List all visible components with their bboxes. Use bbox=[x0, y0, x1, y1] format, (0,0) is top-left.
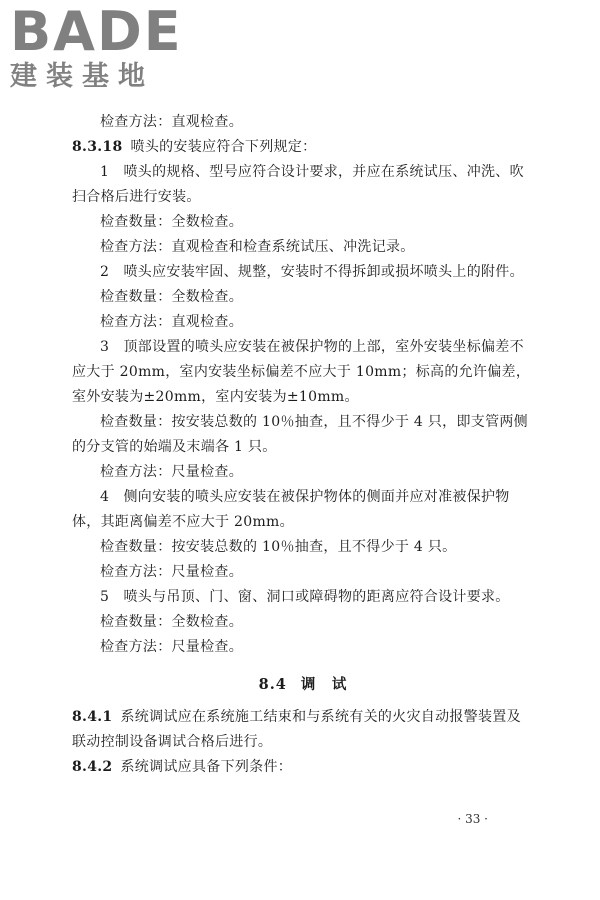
section-number: 8.4 bbox=[258, 676, 287, 693]
item-3: 3 顶部设置的喷头应安装在被保护物的上部，室外安装坐标偏差不应大于 20mm，室内安装坐标偏差不应大于 10mm；标高的允许偏差，室外安装为±20mm，室内安装为±10mm。 bbox=[72, 339, 531, 405]
logo-wordmark: BADE bbox=[10, 0, 183, 63]
clause-number: 8.3.18 bbox=[72, 139, 123, 155]
item-4-check-quantity: 检查数量：按安装总数的 10％抽查，且不得少于 4 只。 bbox=[100, 539, 457, 555]
clause-8-4-1 bbox=[72, 705, 534, 755]
document-body bbox=[72, 110, 534, 780]
page-number: · 33 · bbox=[457, 812, 488, 826]
clause-number: 8.4.2 bbox=[72, 759, 113, 775]
section-title: 调 试 bbox=[300, 676, 348, 693]
section-heading bbox=[72, 672, 534, 697]
item-3-check-method: 检查方法：尺量检查。 bbox=[100, 464, 243, 480]
item-5-check-quantity: 检查数量：全数检查。 bbox=[100, 614, 243, 630]
clause-8-4-2 bbox=[72, 755, 534, 780]
logo-subtitle: 建装基地 bbox=[10, 61, 154, 92]
item-2-check-quantity: 检查数量：全数检查。 bbox=[100, 289, 243, 305]
clause-text: 系统调试应具备下列条件： bbox=[120, 759, 293, 775]
item-5-check-method: 检查方法：尺量检查。 bbox=[100, 639, 243, 655]
item-2: 2 喷头应安装牢固、规整，安装时不得拆卸或损坏喷头上的附件。 bbox=[100, 264, 524, 280]
check-method-line: 检查方法：直观检查。 bbox=[100, 114, 243, 130]
item-1-check-quantity: 检查数量：全数检查。 bbox=[100, 214, 243, 230]
item-2-check-method: 检查方法：直观检查。 bbox=[100, 314, 243, 330]
clause-text: 系统调试应在系统施工结束和与系统有关的火灾自动报警装置及联动控制设备调试合格后进行。 bbox=[72, 709, 521, 750]
item-3-check-quantity: 检查数量：按安装总数的 10％抽查，且不得少于 4 只，即支管两侧的分支管的始端及末端各 1 只。 bbox=[72, 414, 528, 455]
bade-logo bbox=[10, 0, 183, 92]
item-4: 4 侧向安装的喷头应安装在被保护物体的侧面并应对准被保护物体，其距离偏差不应大于 20mm。 bbox=[72, 489, 510, 530]
item-1-check-method: 检查方法：直观检查和检查系统试压、冲洗记录。 bbox=[100, 239, 415, 255]
item-4-check-method: 检查方法：尺量检查。 bbox=[100, 564, 243, 580]
clause-number: 8.4.1 bbox=[72, 709, 113, 725]
item-5: 5 喷头与吊顶、门、窗、洞口或障碍物的距离应符合设计要求。 bbox=[100, 589, 510, 605]
clause-text: 喷头的安装应符合下列规定： bbox=[130, 139, 317, 155]
item-1: 1 喷头的规格、型号应符合设计要求，并应在系统试压、冲洗、吹扫合格后进行安装。 bbox=[72, 164, 524, 205]
clause-8-3-18 bbox=[72, 135, 534, 160]
